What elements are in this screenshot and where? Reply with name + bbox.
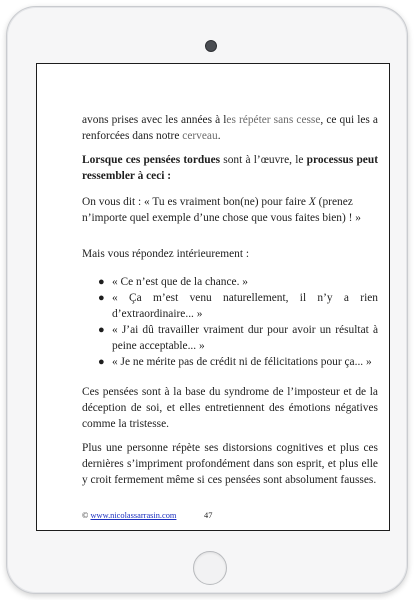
front-camera (205, 40, 217, 52)
bullet-list (82, 274, 378, 370)
copyright-symbol: © (82, 511, 91, 520)
paragraph-5: Ces pensées sont à la base du syndrome de l’imposteur et de la déception de soi, et elles entretiennent des émotions négatives comme la tristesse. (82, 386, 378, 430)
paragraph-3: On vous dit : « Tu es vraiment bon(ne) pour faire X (prenez n’importe quel exemple d’une chose que vous faites bien) ! » (82, 196, 361, 224)
list-item: ● « Ce n’est que de la chance. » (98, 276, 248, 288)
list-item: ● « Je ne mérite pas de crédit ni de félicitations pour ça... » (98, 356, 372, 368)
list-item: ● « J’ai dû travailler vraiment dur pour avoir un résultat à peine acceptable... » (98, 324, 378, 352)
website-link[interactable]: www.nicolassarrasin.com (90, 511, 177, 520)
bullet-icon: ● (98, 292, 105, 304)
bullet-icon: ● (98, 324, 105, 336)
paragraph-1: avons prises avec les années à les répéter sans cesse, ce qui les a renforcées dans notre cerveau. (82, 114, 378, 142)
paragraph-6: Plus une personne répète ses distorsions cognitives et plus ces dernières s’impriment profondément dans son esprit, et plus elle y croit fermement même si ces pensées sont absolument fausses. (82, 442, 378, 486)
page-footer (82, 508, 213, 524)
tablet-device (6, 6, 408, 594)
list-item: ● « Ça m’est venu naturellement, il n’y a rien d’extraordinaire... » (98, 292, 378, 320)
page-number: 47 (204, 511, 213, 520)
ebook-screen (36, 63, 390, 531)
home-button[interactable] (193, 551, 227, 585)
bullet-icon: ● (98, 356, 105, 368)
bullet-icon: ● (98, 276, 105, 288)
paragraph-2: Lorsque ces pensées tordues sont à l’œuvre, le processus peut ressembler à ceci : (82, 154, 378, 182)
paragraph-4: Mais vous répondez intérieurement : (82, 248, 250, 260)
